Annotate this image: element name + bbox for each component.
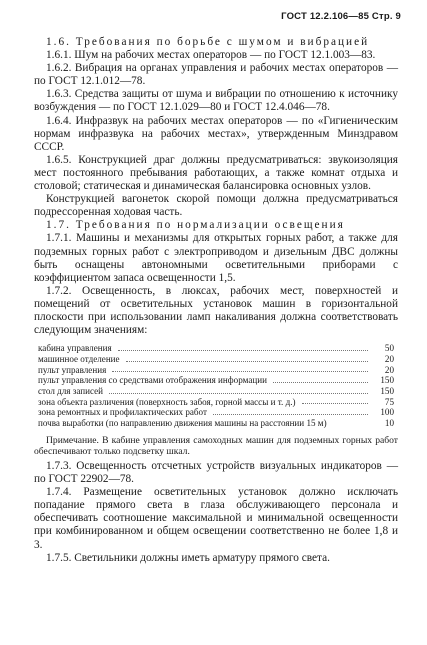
row-label: пульт управления [38,364,107,375]
row-value: 10 [384,418,394,429]
leader-dots [109,393,368,394]
leader-dots [112,371,368,372]
row-value: 150 [380,375,394,386]
paragraph-1-7-5: 1.7.5. Светильники должны иметь арматуру прямого света. [46,551,330,564]
paragraph-1-7-1: 1.7.1. Машины и механизмы для открытых горных работ, а также для подземных горных работ с электроприводом и дизельным ДВС должны быть оснащены автономными осветительными приборами с коэффициентом запаса освещенности 1,5. [34,232,398,284]
table-row [38,375,394,386]
paragraph-1-6-4: 1.6.4. Инфразвук на рабочих местах операторов — по «Гигиеническим нормам инфразвука на рабочих местах», утвержденным Минздравом СССР. [34,114,398,153]
row-label: стол для записей [38,385,104,396]
table-row [38,418,394,429]
note: Примечание. В кабине управления самоходных машин для подземных горных работ обеспечивают только подсветку шкал. [34,434,398,458]
row-value: 50 [384,343,394,354]
table-row [38,386,394,397]
paragraph-wagon: Конструкцией вагонеток скорой помощи должна предусматриваться подрессоренная ходовая часть. [34,193,398,219]
row-value: 20 [384,353,394,364]
table-row [38,354,394,365]
leader-dots [213,414,368,415]
page-header: ГОСТ 12.2.106—85 Стр. 9 [281,11,401,22]
row-label: машинное отделение [38,353,120,364]
row-label: кабина управления [38,343,112,354]
table-row [38,407,394,418]
paragraph-1-7-2: 1.7.2. Освещенность, в люксах, рабочих мест, поверхностей и помещений от осветительных установок машин в горизонтальной плоскости при использовании ламп накаливания должна соответствовать следующим значениям: [34,284,398,337]
row-value: 150 [380,385,394,396]
paragraph-1-7-4: 1.7.4. Размещение осветительных установок должно исключать попадание прямого света в глаза обслуживающего персонала и обеспечивать соотношение максимальной и минимальной освещенности при комбинированном и общем освещении соответственно не более 1,8 и 3. [34,486,398,551]
leader-dots [126,361,368,362]
row-value: 100 [380,407,394,418]
document-body [34,36,398,565]
paragraph-1-7-3: 1.7.3. Освещенность отсчетных устройств визуальных индикаторов — по ГОСТ 22902—78. [34,459,398,486]
row-label: зона ремонтных и профилактических работ [38,407,207,418]
paragraph-1-6-2: 1.6.2. Вибрация на органах управления и рабочих местах операторов — по ГОСТ 12.1.012—78. [34,62,398,88]
illuminance-table [38,343,394,429]
table-row [38,343,394,354]
paragraph-1-6-5: 1.6.5. Конструкцией драг должны предусматриваться: звукоизоляция мест постоянного пребывания работающих, а также комнат отдыха и столовой; статическая и динамическая балансировка основных узлов. [34,153,398,193]
paragraph-1-6-1: 1.6.1. Шум на рабочих местах операторов — по ГОСТ 12.1.003—83. [46,49,376,62]
row-label: зона объекта различения (поверхность забоя, горной массы и т. д.) [38,396,296,407]
leader-dots [273,382,368,383]
section-heading-1-7: 1.7. Требования по нормализации освещения [46,219,345,232]
row-label: почва выработки (по направлению движения машины на расстоянии 15 м) [38,418,327,429]
row-value: 75 [384,396,394,407]
section-heading-1-6: 1.6. Требования по борьбе с шумом и вибрацией [46,36,370,48]
paragraph-1-6-3: 1.6.3. Средства защиты от шума и вибрации по отношению к источнику возбуждения — по ГОСТ 12.1.029—80 и ГОСТ 12.4.046—78. [34,88,398,114]
row-label: пульт управления со средствами отображения информации [38,375,267,386]
leader-dots [118,350,368,351]
table-row [38,397,394,408]
row-value: 20 [384,364,394,375]
table-row [38,365,394,376]
leader-dots [302,403,368,404]
